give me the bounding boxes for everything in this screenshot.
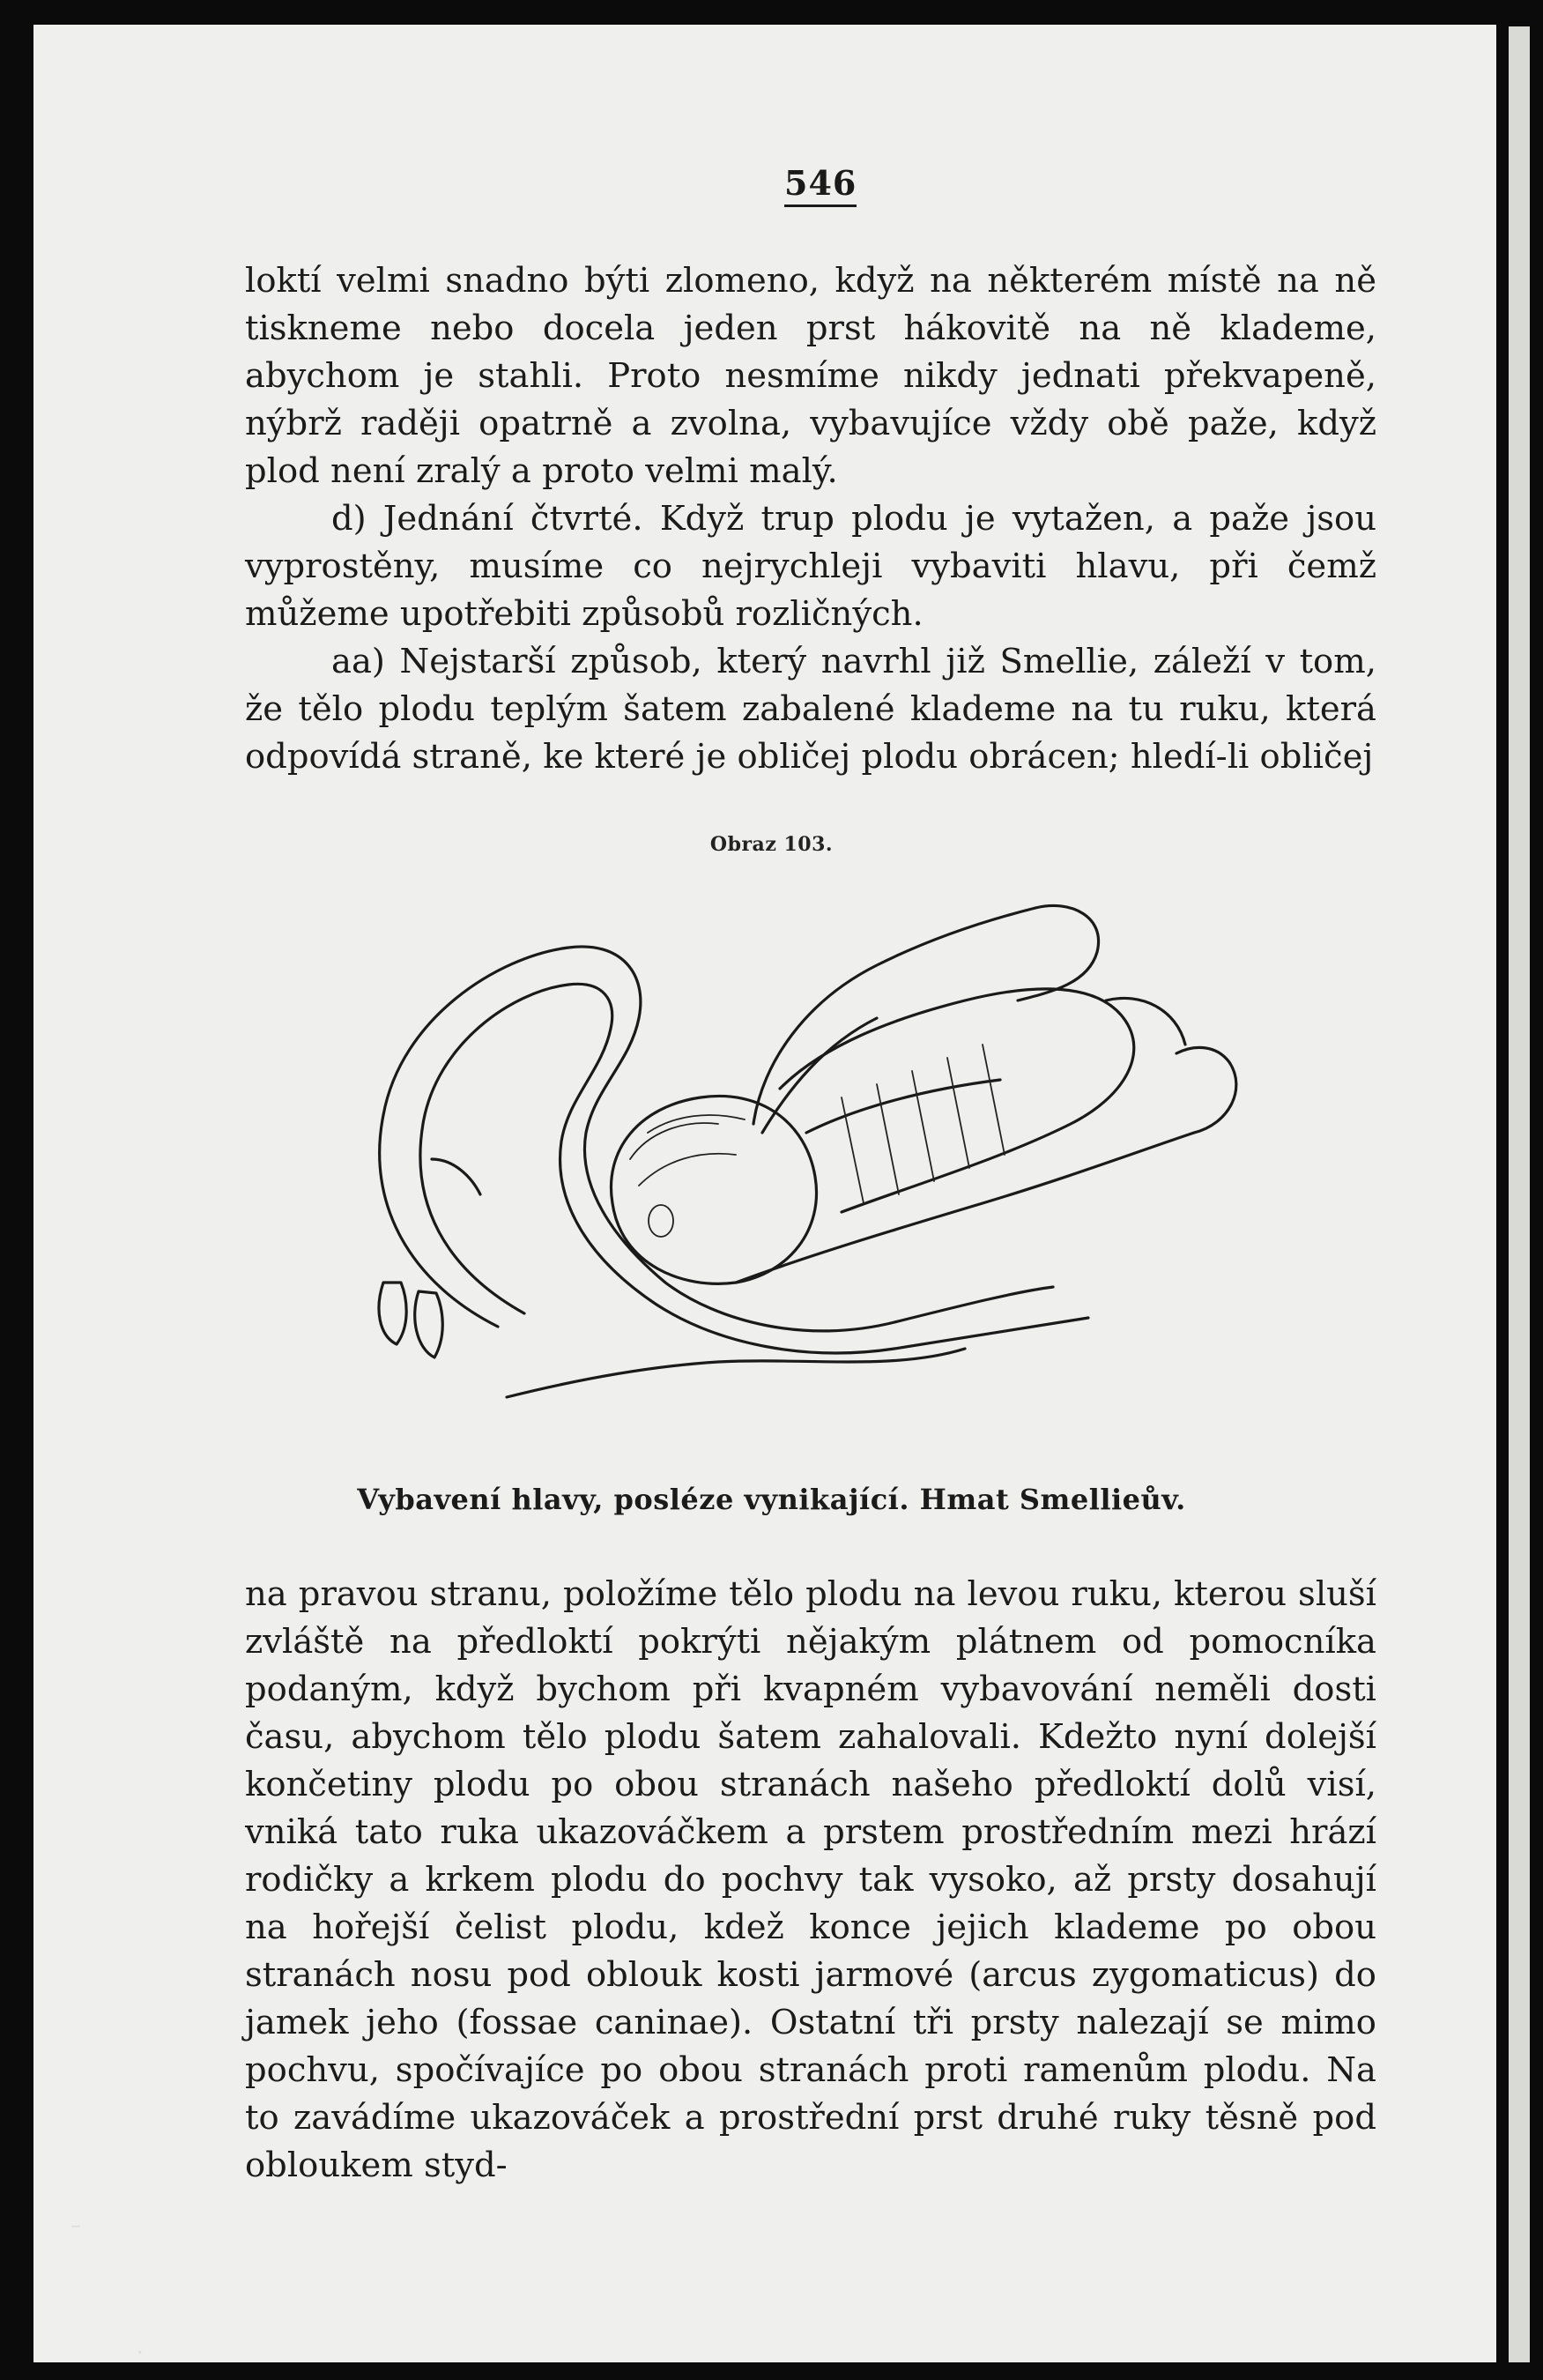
- text-block-bottom: [245, 1571, 1376, 2190]
- paragraph: loktí velmi snadno býti zlomeno, když na některém místě na ně tiskneme nebo docela jeden prst hákovitě na ně klademe, abychom je stahli. Proto nesmíme nikdy jednati překvapeně, nýbrž raději opatrně a zvolna, vybavujíce vždy obě paže, když plod není zralý a proto velmi malý.: [245, 261, 1376, 491]
- figure-label: Obraz 103.: [709, 833, 834, 856]
- obstetric-illustration: [348, 868, 1265, 1432]
- paragraph: aa) Nejstarší způsob, který navrhl již Smellie, záleží v tom, že tělo plodu teplým šatem zabalené klademe na tu ruku, která odpovídá straně, ke které je obličej plodu obrácen; hledí-li obličej: [245, 642, 1376, 777]
- figure-caption: Vybavení hlavy, posléze vynikající. Hmat Smellieův.: [357, 1483, 1186, 1516]
- paragraph: d) Jednání čtvrté. Když trup plodu je vytažen, a paže jsou vyprostěny, musíme co nejrychleji vybaviti hlavu, při čemž můžeme upotřebiti způsobů rozličných.: [245, 499, 1376, 634]
- adjacent-page-edge: [1509, 26, 1530, 2362]
- scan-speck: ·: [137, 2340, 144, 2365]
- scan-speck: –: [70, 2213, 81, 2237]
- paragraph: na pravou stranu, položíme tělo plodu na levou ruku, kterou sluší zvláště na předloktí pokrýti nějakým plátnem od pomocníka podaným, když bychom při kvapném vybavování neměli dosti času, abychom tělo plodu šatem zahalovali. Kdežto nyní dolejší končetiny plodu po obou stranách našeho předloktí dolů visí, vniká tato ruka ukazováčkem a prstem prostředním mezi hrází rodičky a krkem plodu do pochvy tak vysoko, až prsty dosahují na hořejší čelist plodu, kdež konce jejich klademe po obou stranách nosu pod oblouk kosti jarmové (arcus zygomaticus) do jamek jeho (fossae caninae). Ostatní tři prsty nalezají se mimo pochvu, spočívajíce po obou stranách proti ramenům plodu. Na to zavádíme ukazováček a prostřední prst druhé ruky těsně pod obloukem styd-: [245, 1574, 1376, 2185]
- text-block-top: [245, 257, 1376, 781]
- page-number: 546: [784, 163, 857, 207]
